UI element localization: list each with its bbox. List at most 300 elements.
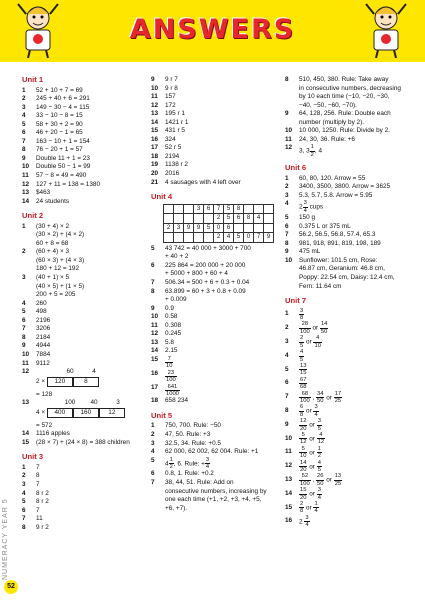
answer-number: 9 <box>285 248 289 256</box>
answer-text <box>165 245 279 262</box>
answer-text <box>36 223 144 249</box>
unit-heading: Unit 5 <box>151 410 173 420</box>
numerator: 7 <box>165 356 173 363</box>
fraction <box>320 321 328 335</box>
answer-text <box>36 498 144 507</box>
answer-text <box>299 418 415 432</box>
separator: or <box>304 338 314 346</box>
denominator: 5 <box>317 425 321 432</box>
answer-line: 1138 r 2 <box>165 161 188 169</box>
answer-number: 4 <box>285 200 289 208</box>
answer-item <box>285 223 415 232</box>
answer-line: 2016 <box>165 170 180 178</box>
denominator: 8 <box>300 411 304 418</box>
answer-text <box>299 214 415 223</box>
answer-text <box>36 515 144 524</box>
answer-number: 20 <box>151 170 159 178</box>
answer-item <box>22 87 144 96</box>
answer-line: one each time (+1, +2, +3, +4, +5, <box>165 496 262 504</box>
answer-number: 21 <box>151 178 159 186</box>
answer-text <box>36 155 144 164</box>
answer-line: 2196 <box>36 316 51 324</box>
answer-number: 8 <box>22 523 26 531</box>
answer-number: 9 <box>22 154 26 162</box>
answer-line: 46 + 20 − 1 = 65 <box>36 129 83 137</box>
answer-line: 750, 700. Rule: −50 <box>165 422 221 430</box>
answer-number: 7 <box>285 393 289 401</box>
answer-text <box>36 248 144 274</box>
answer-line: 38, 44, 51. Rule: Add on <box>165 479 234 487</box>
grid-top-value: 4 <box>92 368 96 376</box>
answer-item <box>151 153 279 162</box>
answer-text <box>299 231 415 240</box>
answer-text <box>299 391 415 405</box>
answer-text <box>299 127 415 136</box>
answer-text <box>165 102 279 111</box>
numerator: 26 <box>317 473 324 480</box>
answer-item <box>151 262 279 279</box>
numerator: 17 <box>334 390 342 397</box>
answer-item <box>151 93 279 102</box>
numerator: 15 <box>300 487 307 494</box>
numerator: 3 <box>303 200 307 207</box>
answer-item <box>285 515 415 529</box>
grid-result: = 572 <box>36 421 53 429</box>
answer-item <box>151 119 279 128</box>
answer-item <box>22 360 144 369</box>
answer-line: 225 864 = 200 000 + 20 000 <box>165 261 246 269</box>
denominator: 8 <box>300 315 304 322</box>
answer-line: 431 r 5 <box>165 127 185 135</box>
answer-item <box>285 349 415 363</box>
answer-text <box>36 129 144 138</box>
answer-text <box>165 339 279 348</box>
fraction <box>299 349 304 363</box>
answer-text <box>165 127 279 136</box>
answer-number: 6 <box>22 506 26 514</box>
denominator: 20 <box>300 467 307 473</box>
fraction <box>317 432 325 446</box>
answer-item <box>285 487 415 501</box>
answer-text <box>165 313 279 322</box>
answer-item <box>285 460 415 474</box>
grid-top-values <box>36 368 144 377</box>
fraction <box>317 418 322 432</box>
fraction <box>165 384 180 398</box>
answer-item <box>22 146 144 155</box>
answers-column-2 <box>151 76 279 513</box>
answer-item <box>151 313 279 322</box>
denominator: 25 <box>334 480 342 487</box>
denominator: 10 <box>300 453 307 460</box>
separator: or <box>307 421 317 429</box>
answer-text <box>299 460 415 474</box>
answer-line: 149 − 30 − 4 = 115 <box>36 103 90 111</box>
answer-number: 10 <box>22 350 30 358</box>
answer-text <box>165 170 279 179</box>
answer-text <box>299 501 415 515</box>
denominator: 68 <box>300 384 307 391</box>
fraction <box>299 391 311 405</box>
unit-heading: Unit 6 <box>285 163 307 173</box>
answer-text <box>36 308 144 317</box>
denominator: 4 <box>303 207 307 214</box>
answer-number: 1 <box>285 310 289 318</box>
grid-cell: 160 <box>73 408 99 418</box>
answer-line: (30 × 2) + (4 × 2) <box>36 231 85 239</box>
answer-item <box>22 112 144 121</box>
answer-line: 4 sausages with 4 left over <box>165 178 241 186</box>
answer-text <box>36 507 144 516</box>
answer-number: 4 <box>151 448 155 456</box>
answer-line: 9112 <box>36 359 50 367</box>
grid-cell: 120 <box>47 377 73 387</box>
fraction <box>317 446 322 460</box>
answer-number: 11 <box>22 359 29 367</box>
answer-line: 10 000, 1250. Rule: Divide by 2. <box>299 127 390 135</box>
answer-line: 11 <box>36 515 43 523</box>
numerator: 12 <box>300 418 307 425</box>
answer-text <box>299 487 415 501</box>
answer-line: 8 r 2 <box>36 498 49 506</box>
answer-item <box>151 397 279 406</box>
answer-text <box>299 473 415 487</box>
answer-line: 0.58 <box>165 313 178 321</box>
answer-text <box>36 121 144 130</box>
answer-number: 12 <box>285 462 293 470</box>
answer-item <box>22 198 144 207</box>
grid-multiplier: 4 × <box>36 408 47 416</box>
answer-text <box>36 317 144 326</box>
answer-item <box>285 308 415 322</box>
answer-text <box>36 481 144 490</box>
denominator: 12 <box>317 439 325 446</box>
answer-number: 12 <box>151 101 159 109</box>
answer-text <box>299 248 415 257</box>
answer-line: 245 + 40 + 6 = 291 <box>36 95 90 103</box>
answer-number: 5 <box>151 244 155 252</box>
numerator: 641 <box>165 384 180 391</box>
answer-item <box>151 347 279 356</box>
answer-text <box>36 95 144 104</box>
fraction <box>313 501 318 515</box>
unit-heading: Unit 4 <box>151 192 173 202</box>
answer-line: 0.9 <box>165 304 174 312</box>
answer-text <box>165 110 279 119</box>
separator: , <box>310 477 316 484</box>
grid-cell: 7 <box>254 233 264 243</box>
answer-item <box>285 144 415 158</box>
answer-item <box>22 430 144 439</box>
answer-number: 8 <box>285 76 289 83</box>
answer-line: 9 r 7 <box>165 76 178 83</box>
answer-number: 3 <box>151 439 155 447</box>
answer-text <box>299 183 415 192</box>
answer-item <box>22 138 144 147</box>
answer-text <box>36 189 144 198</box>
grid-cell: 400 <box>47 408 73 418</box>
answer-text <box>299 349 415 363</box>
separator: or <box>307 449 317 457</box>
page-title: ANSWERS <box>129 14 296 45</box>
answer-item <box>151 384 279 398</box>
answer-text <box>299 110 415 127</box>
answer-text <box>36 181 144 190</box>
numerator: 14 <box>320 321 328 328</box>
answer-number: 15 <box>151 355 159 363</box>
answer-line: 3206 <box>36 325 51 333</box>
page-number: 52 <box>4 580 18 594</box>
answer-line: 180 + 12 = 192 <box>36 265 79 273</box>
grid-cell <box>194 233 204 243</box>
denominator: 8 <box>300 508 304 515</box>
answer-item <box>151 170 279 179</box>
answer-number: 3 <box>285 191 289 199</box>
denominator: 10 <box>314 342 321 349</box>
denominator: 12 <box>300 439 307 446</box>
answer-number: 11 <box>151 321 158 329</box>
denominator: 4 <box>205 464 210 471</box>
fraction <box>303 200 308 214</box>
answer-item <box>285 321 415 335</box>
answer-item <box>285 335 415 349</box>
numerator: 3 <box>305 514 309 521</box>
answer-text <box>36 300 144 309</box>
answer-line: 8 <box>36 472 40 480</box>
answer-text <box>36 360 144 369</box>
grid-cell: 6 <box>204 204 214 214</box>
answer-text <box>299 76 415 110</box>
fraction <box>205 457 210 471</box>
answer-number: 9 <box>151 76 155 83</box>
answer-line: 5.8 <box>165 338 174 346</box>
answer-line: in consecutive numbers, decreasing <box>299 84 401 92</box>
numerator: 3 <box>205 456 210 463</box>
answer-number: 1 <box>22 222 26 230</box>
answer-text <box>36 524 144 533</box>
answer-line: Double 11 + 1 = 23 <box>36 154 90 162</box>
grid-cell <box>234 223 244 233</box>
grid-cell <box>254 223 264 233</box>
answer-item <box>22 181 144 190</box>
grid-cell <box>204 233 214 243</box>
numerator: 34 <box>317 390 324 397</box>
answer-line: 58 + 30 + 2 = 90 <box>36 120 83 128</box>
answer-line: 4944 <box>36 342 51 350</box>
grid-row <box>36 377 144 387</box>
fraction <box>299 363 307 377</box>
answer-line: 498 <box>36 308 47 316</box>
answer-text <box>165 144 279 153</box>
grid-cell: 4 <box>254 214 264 224</box>
answer-line: −40, −50, −60, −70). <box>299 101 357 109</box>
answer-item <box>151 179 279 188</box>
answer-text <box>299 363 415 377</box>
denominator: 5 <box>300 356 304 363</box>
grid-cell <box>164 233 174 243</box>
answer-number: 8 <box>22 333 26 341</box>
answer-number: 4 <box>22 489 26 497</box>
answer-number: 8 <box>285 239 289 247</box>
answer-line: (60 + 4) × 3 <box>36 248 70 256</box>
answer-text <box>36 172 144 181</box>
answer-text <box>299 308 415 322</box>
answer-line: 5.3, 5.7, 5.8. Arrow = 5.95 <box>299 191 373 199</box>
answer-line: (28 × 7) + (24 × 8) = 388 children <box>36 438 130 446</box>
answer-item <box>22 368 144 399</box>
answer-item <box>22 507 144 516</box>
answer-number: 5 <box>22 498 26 506</box>
denominator: 100 <box>166 377 176 384</box>
answer-text <box>36 472 144 481</box>
answer-item <box>285 214 415 223</box>
answer-text <box>36 112 144 121</box>
answer-line: + 40 + 2 <box>165 253 189 261</box>
grid-cell: 5 <box>234 233 244 243</box>
answer-text: 3, 3 $\frac{1}{2}$ , 4 <box>299 144 323 158</box>
answer-number: 13 <box>151 110 159 118</box>
fraction <box>313 404 318 418</box>
grid-cell <box>174 233 184 243</box>
numerator: 5 <box>299 432 307 439</box>
fraction <box>299 321 311 335</box>
numerator: 4 <box>317 432 325 439</box>
answer-number: 12 <box>22 180 30 188</box>
answer-line: 0.308 <box>165 321 181 329</box>
answer-line: (40 × 5) + (1 × 5) <box>36 282 85 290</box>
answer-item <box>151 322 279 331</box>
answer-item <box>151 448 279 457</box>
grid-cell: 3 <box>174 223 184 233</box>
answer-number: 10 <box>285 127 293 135</box>
answer-item <box>22 472 144 481</box>
answer-number: 5 <box>285 365 289 373</box>
answer-text <box>36 146 144 155</box>
answer-number: 11 <box>22 172 29 180</box>
numerator: 4 <box>313 335 321 342</box>
answer-number: 8 <box>22 146 26 154</box>
answer-text <box>165 397 279 406</box>
answer-number: 13 <box>22 399 30 407</box>
answer-text: 2 $\frac{3}{4}$ cups <box>299 200 324 214</box>
answer-item <box>151 85 279 94</box>
answer-line: Poppy: 22.54 cm, Daisy: 12.4 cm, <box>299 274 395 282</box>
answer-line: 0.375 L or 375 mL <box>299 222 351 230</box>
grid-cell: 0 <box>244 233 254 243</box>
answer-item <box>285 257 415 291</box>
answer-number: 7 <box>22 515 26 523</box>
denominator: 4 <box>317 494 321 501</box>
fraction <box>165 356 173 370</box>
answer-text <box>165 479 279 513</box>
unit-heading: Unit 3 <box>22 452 44 462</box>
numerator: 1 <box>310 144 314 151</box>
answer-item <box>285 110 415 127</box>
fraction <box>299 473 311 487</box>
grid-top-value: 3 <box>116 399 120 407</box>
grid-cell <box>244 204 254 214</box>
answer-text <box>165 305 279 314</box>
answer-line: 2184 <box>36 333 51 341</box>
answer-text <box>36 351 144 360</box>
grid-cell <box>264 223 274 233</box>
numerator: 13 <box>334 473 342 480</box>
answer-item <box>151 110 279 119</box>
answer-line: 9 r 2 <box>36 523 49 531</box>
answer-number: 11 <box>285 135 292 143</box>
answer-text <box>299 321 415 335</box>
answer-number: 14 <box>22 197 30 205</box>
answer-text <box>299 432 415 446</box>
answer-line: $463 <box>36 189 51 197</box>
answer-number: 4 <box>22 299 26 307</box>
grid-cell: 6 <box>224 223 234 233</box>
answer-line: 24, 30, 36. Rule: +6 <box>299 135 355 143</box>
answer-line: +6, +7). <box>165 504 188 512</box>
answer-line: 64, 128, 256. Rule: Double each <box>299 110 391 118</box>
numerator: 14 <box>300 459 307 466</box>
answer-number: 6 <box>285 379 289 387</box>
fraction <box>317 487 322 501</box>
answer-item <box>22 129 144 138</box>
grid-cell <box>164 204 174 214</box>
fraction <box>310 144 315 158</box>
answer-item <box>151 470 279 479</box>
answer-number: 2 <box>151 431 155 439</box>
answer-text <box>36 334 144 343</box>
answer-item <box>151 144 279 153</box>
answer-number: 7 <box>22 325 26 333</box>
answer-line: 76 − 20 + 1 = 57 <box>36 146 83 154</box>
place-value-grid <box>163 204 274 243</box>
answer-text <box>299 257 415 291</box>
answer-line: 260 <box>36 299 47 307</box>
answer-line: 7 <box>36 463 40 471</box>
answer-item <box>151 330 279 339</box>
answer-item <box>285 473 415 487</box>
answer-text <box>165 384 279 398</box>
answer-line: 658 234 <box>165 397 189 405</box>
fraction <box>304 515 309 529</box>
answer-number: 1 <box>22 463 26 471</box>
answer-line: 46.87 cm, Geranium: 46.8 cm, <box>299 265 385 273</box>
answer-line: 510, 450, 380. Rule: Take away <box>299 76 389 83</box>
denominator: 20 <box>300 494 307 501</box>
answer-number: 5 <box>22 308 26 316</box>
answer-item <box>285 501 415 515</box>
separator: , <box>310 394 316 402</box>
answer-number: 16 <box>151 135 159 143</box>
answer-text <box>165 119 279 128</box>
answer-text <box>36 198 144 207</box>
answer-number: 12 <box>151 330 159 338</box>
answer-number: 2 <box>22 248 26 256</box>
answer-line: 32.5, 34. Rule: +0.5 <box>165 439 221 447</box>
answer-line: 7 <box>36 506 40 514</box>
unit-heading: Unit 2 <box>22 211 44 221</box>
answer-item <box>151 127 279 136</box>
denominator: 4 <box>305 522 309 529</box>
numerator: 68 <box>299 391 311 398</box>
grid-cell: 9 <box>184 223 194 233</box>
answer-text <box>299 335 415 349</box>
answer-item <box>285 432 415 446</box>
answer-line: 195 r 1 <box>165 110 185 118</box>
grid-cell: 3 <box>194 204 204 214</box>
answer-number: 2 <box>22 95 26 103</box>
grid-cell: 9 <box>194 223 204 233</box>
answer-number: 6 <box>151 261 155 269</box>
